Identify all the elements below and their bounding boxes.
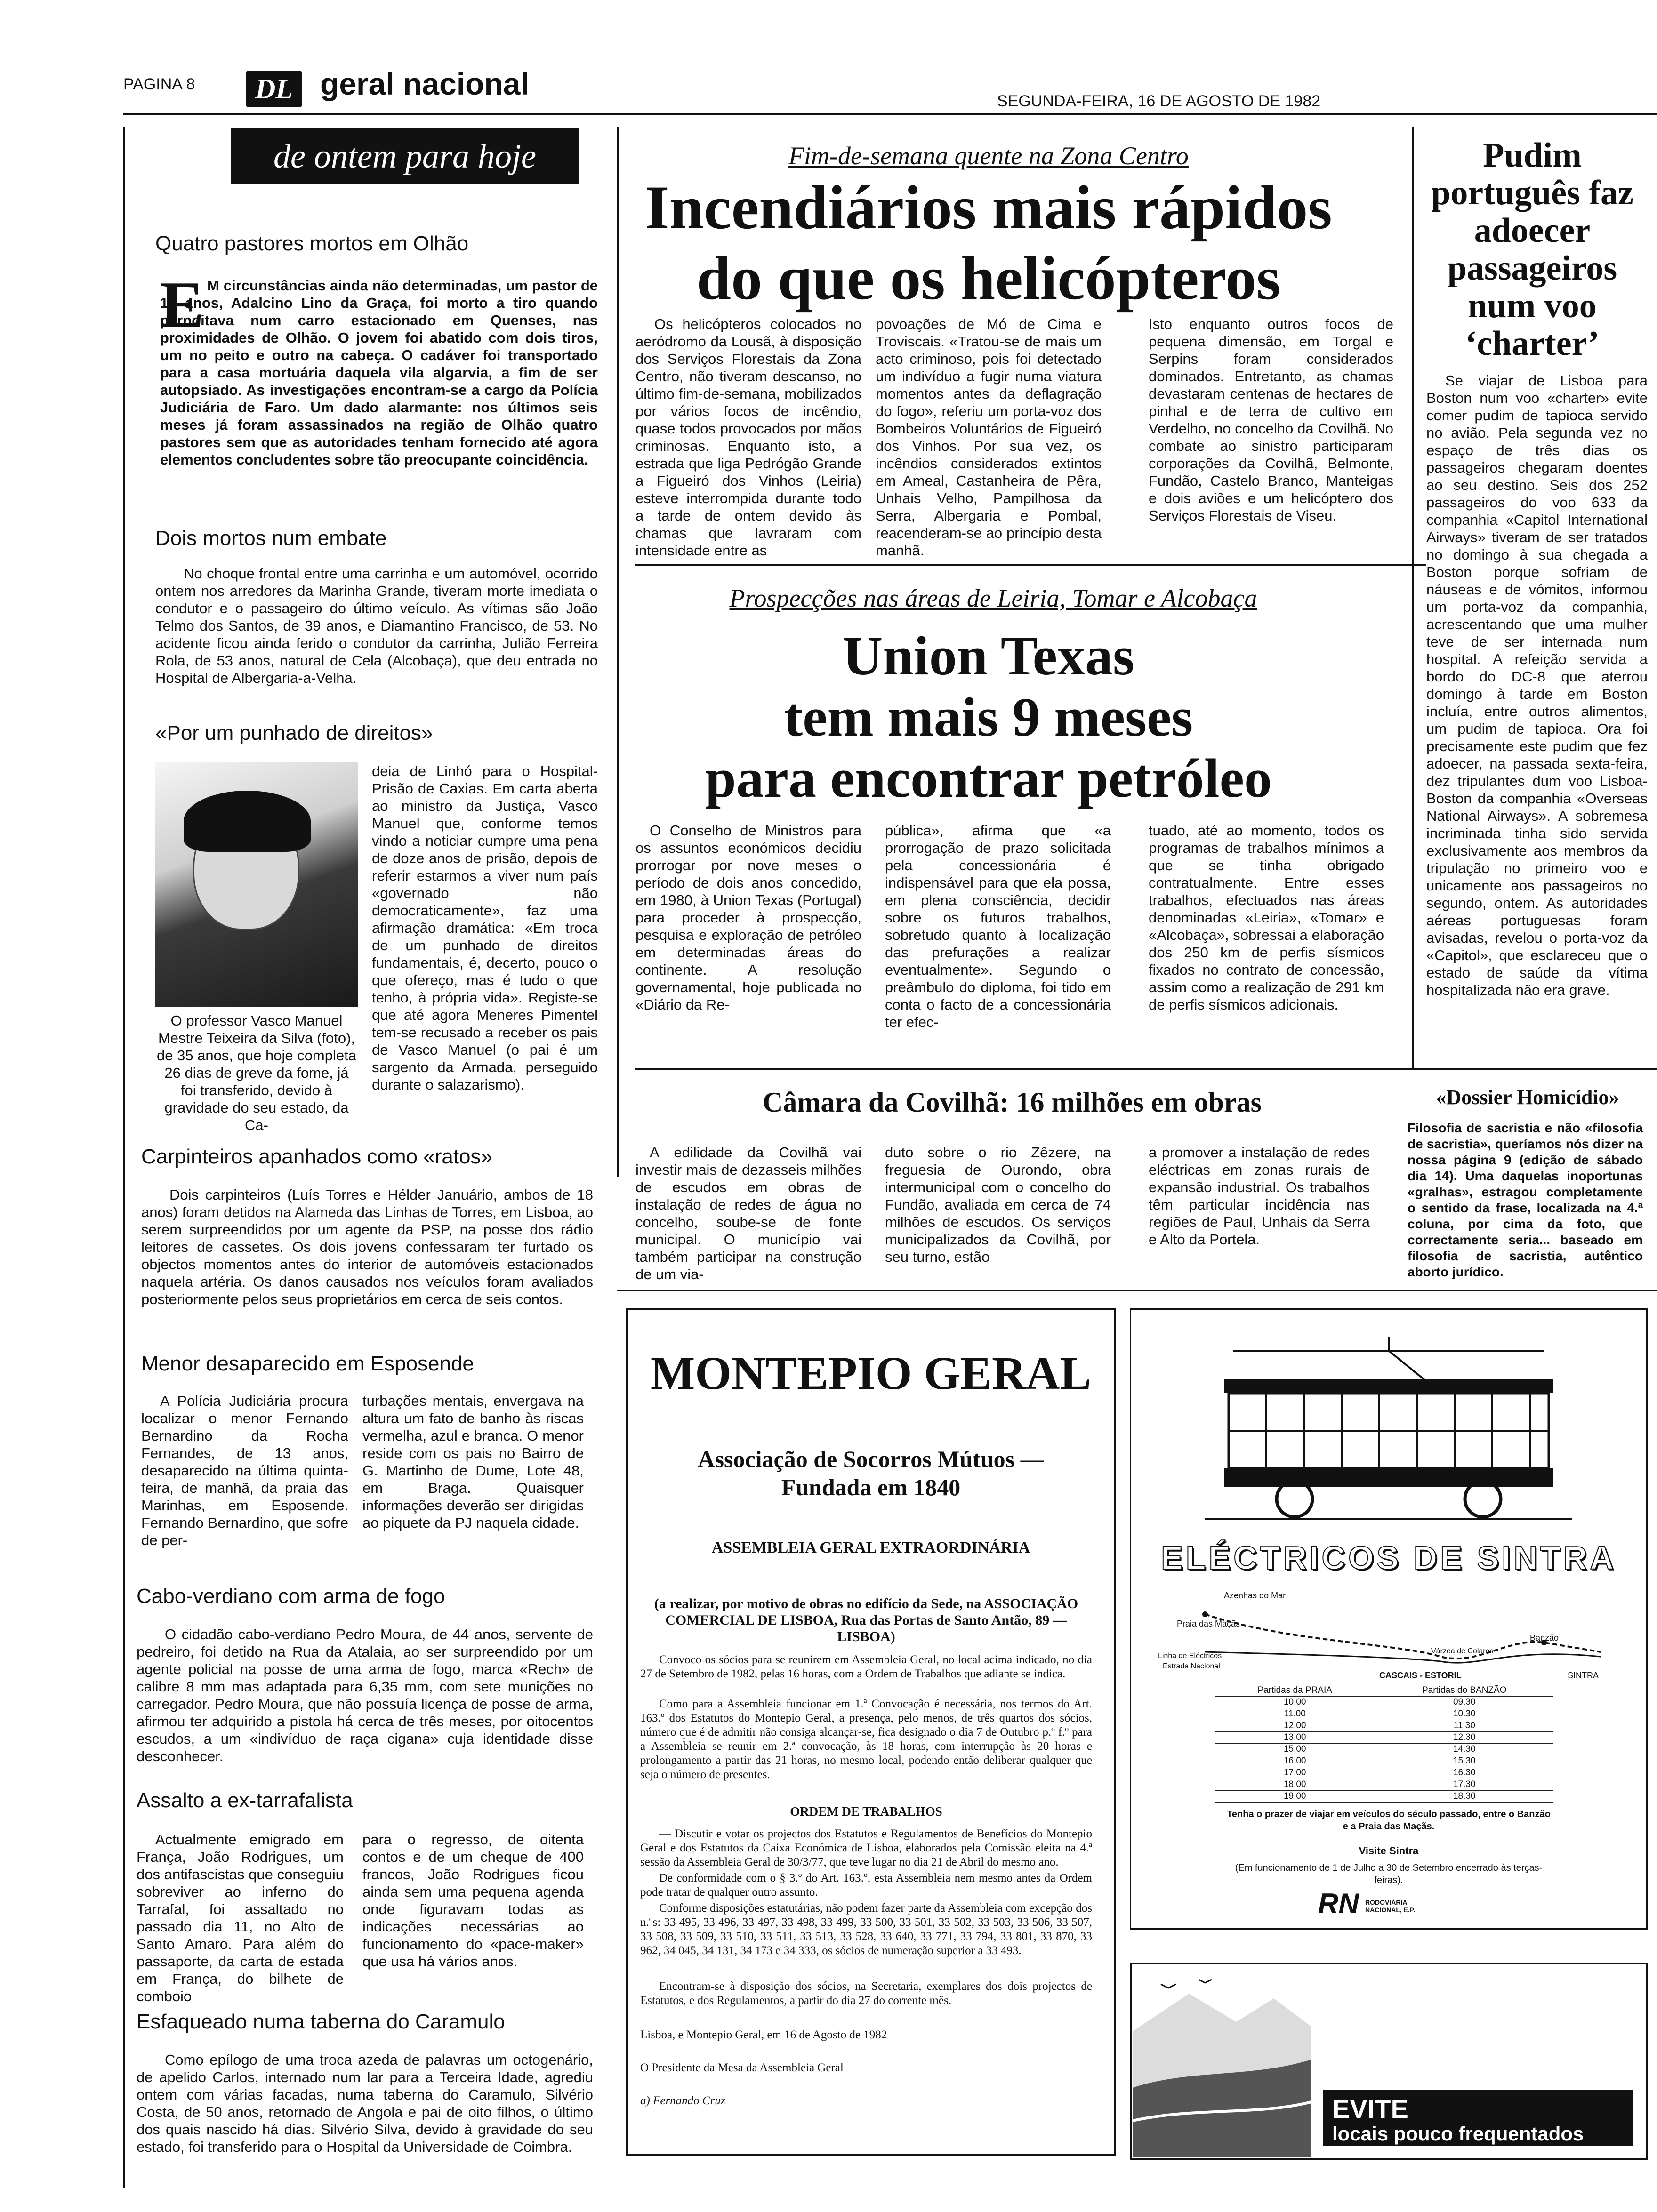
sintra-note-2: (Em funcionamento de 1 de Julho a 30 de Setembro encerrado às terças-feiras).	[1235, 1863, 1543, 1885]
montepio-agenda-title: ORDEM DE TRABALHOS	[790, 1804, 942, 1819]
fire-rule	[635, 564, 1426, 566]
map-label-banzao: Banzão	[1530, 1633, 1559, 1643]
story-body-tarrafalista-a: Actualmente emigrado em França, João Rodrigues, um dos antifascistas que conseguiu sobreviver ao inferno do Tarrafal, foi assaltado no passado dia 11, no Alto de Santo Amaro. Para além do passaporte, da carta de estada em França, do bilhete de comboio	[137, 1831, 344, 2004]
story-title-caramulo: Esfaqueado numa taberna do Caramulo	[137, 2010, 505, 2033]
schedule-cell: 09.30	[1375, 1697, 1553, 1708]
schedule-cell: 16.30	[1375, 1767, 1553, 1779]
montepio-title: MONTEPIO GERAL	[650, 1347, 1092, 1399]
montepio-agenda: — Discutir e votar os projectos dos Estatutos e Regulamentos de Benefícios do Montepio Geral e dos Estatutos da Caixa Económica de Lisboa, elaborados pela Comissão eleita na 4.ª sessão da Assembleia Geral de 30/3/77, que teve lugar no dia 21 de Abril do mesmo ano.	[640, 1827, 1092, 1868]
story-body-direitos: deia de Linhó para o Hospital-Prisão de Caxias. Em carta aberta ao ministro da Justiça, Vasco Manuel que, conforme temos vindo a noticiar cumpre uma pena de doze anos de prisão, depois de referir estarmos a viver num país «governado não democraticamente», faz uma afirmação dramática: «Em troca de um punhado de direitos fundamentais, é, decerto, pouco o que ofereço, mas é tudo o que tenho, à própria vida». Registe-se que até agora Meneres Pimentel tem-se recusado a receber os pais de Vasco Manuel (o pai é um sargento da Armada, perseguido durante o salazarismo).	[372, 763, 598, 1093]
montepio-assembly: ASSEMBLEIA GERAL EXTRAORDINÁRIA	[711, 1539, 1030, 1556]
map-label-cascais: CASCAIS - ESTORIL	[1379, 1671, 1462, 1680]
fire-headline-2: do que os helicópteros	[696, 243, 1281, 313]
schedule-row	[1215, 1744, 1553, 1755]
story-body-esposende-a: A Polícia Judiciária procura localizar o menor Fernando Bernardino da Rocha Fernandes, de 13 anos, desaparecido na última quinta-feira, de manhã, da praia das Marinhas, em Esposende. Fernando Bernardino, que sofre de per-	[141, 1393, 348, 1548]
sintra-title: ELÉCTRICOS DE SINTRA	[1161, 1539, 1617, 1576]
header-rule	[123, 113, 1657, 115]
schedule-cell: 11.30	[1375, 1720, 1553, 1732]
tram-illustration	[1205, 1337, 1572, 1525]
fire-col-2: povoações de Mó de Cima e Troviscais. «Tratou-se de mais um acto criminoso, pois foi detectado um indivíduo a fugir numa viatura momentos antes da deflagração do fogo», referiu um porta-voz dos Bombeiros Voluntários de Figueiró dos Vinhos. Por sua vez, os incêndios considerados extintos em Ameal, Castanheira de Pêra, Unhais Velho, Pampilhosa da Serra, Albergaria e Pombal, reacenderam-se ao princípio desta manhã.	[876, 316, 1102, 559]
dl-logo: DL	[246, 71, 302, 107]
pudim-body: Se viajar de Lisboa para Boston num voo «charter» evite comer pudim de tapioca servido no avião. Pela segunda vez no espaço de três dias os passageiros chegaram doentes ao seu destino. Seis dos 252 passageiros do voo 633 da companhia «Capitol International Airways» tiveram de ser tratados no domingo à sua chegada a Boston porque sofriam de náuseas e de vómitos, informou um porta-voz da companhia, acrescentando que uma mulher teve de ser internada num hospital. A refeição servida a bordo do DC-8 que aterrou domingo à tarde em Boston incluía, entre outros alimentos, um pudim de tapioca. Ora foi precisamente este pudim que fez adoecer, na passada sexta-feira, dez tripulantes dum voo Lisboa-Boston da companhia «Overseas National Airways». A sobremesa incriminada tinha sido servida exclusivamente aos membros da tripulação no primeiro voo e unicamente aos passageiros no segundo, ontem. As autoridades aéreas portuguesas foram avisadas, revelou o porta-voz da «Capitol», que esclareceu que o estado de saúde da vítima hospitalizada não era grave.	[1426, 372, 1648, 998]
portrait-photo	[155, 762, 358, 1007]
left-column-border	[123, 127, 125, 2188]
covilha-headline: Câmara da Covilhã: 16 milhões em obras	[763, 1087, 1262, 1118]
section-title: geral nacional	[320, 66, 529, 101]
montepio-para-3: De conformidade com o § 3.º do Art. 163.º, esta Assembleia nem mesmo antes da Ordem pode tratar de qualquer outro assunto.	[640, 1872, 1092, 1899]
schedule-row	[1215, 1791, 1553, 1803]
schedule-cell: 12.00	[1215, 1720, 1375, 1732]
montepio-subtitle: Associação de Socorros Mútuos — Fundada em 1840	[698, 1446, 1044, 1500]
oil-rule	[635, 1068, 1657, 1070]
story-title-carpinteiros: Carpinteiros apanhados como «ratos»	[141, 1145, 493, 1168]
issue-date: SEGUNDA-FEIRA, 16 DE AGOSTO DE 1982	[997, 92, 1321, 110]
schedule-cell: 19.00	[1215, 1791, 1375, 1803]
map-label-varzea: Várzea de Colares	[1431, 1647, 1494, 1655]
fire-col-1: Os helicópteros colocados no aeródromo da Lousã, à disposição dos Serviços Florestais da Zona Centro, não tiveram descanso, no último fim-de-semana, mobilizados por vários focos de incêndio, quase todos provocados por mãos criminosas. Enquanto isto, a estrada que liga Pedrógão Grande a Figueiró dos Vinhos (Leiria) esteve interrompida durante todo a tarde de ontem devido às chamas que lavraram com intensidade entre as	[635, 316, 861, 559]
schedule-row	[1215, 1720, 1553, 1732]
evite-subtitle: locais pouco frequentados	[1332, 2123, 1584, 2145]
covilha-col-2: duto sobre o rio Zêzere, na freguesia de Ourondo, obra intermunicipal com o concelho do Fundão, avaliada em cerca de 74 milhões de escudos. Os serviços municipalizados da Covilhã, por seu turno, estão	[885, 1144, 1111, 1265]
montepio-place-date: Lisboa, e Montepio Geral, em 16 de Agosto de 1982	[640, 2028, 887, 2041]
story-body-olhao: M circunstâncias ainda não determinadas, um pastor de 19 anos, Adalcino Lino da Graça, foi morto a tiro quando pernoitava num carro estacionado em Quenses, nas proximidades de Olhão. O jovem foi abatido com dois tiros, um no peito e outro na cabeça. O cadáver foi transportado para a casa mortuária daquela vila algarvia, a fim de ser autopsiado. As investigações encontram-se a cargo da Polícia Judiciária de Faro. Um dado alarmante: nos últimos seis meses já foram assassinados na região de Olhão quatro pastores sem que as autoridades tenham fornecido até agora elementos concludentes sobre tão preocupante coincidência.	[160, 277, 598, 468]
schedule-header-praia: Partidas da PRAIA	[1215, 1685, 1375, 1697]
dossier-body: Filosofia de sacristia e não «filosofia de sacristia», queríamos nós dizer na nossa página 9 (edição de sábado dia 14). Uma daquelas inoportunas «gralhas», estragou completamente o sentido da frase, localizada na 4.ª coluna, por cima da foto, que correctamente seria... baseado em filosofia de sacristia, autêntico aborto jurídico.	[1408, 1121, 1643, 1279]
story-body-carpinteiros: Dois carpinteiros (Luís Torres e Hélder Januário, ambos de 18 anos) foram detidos na Alameda das Linhas de Torres, em Lisboa, ao serem surpreendidos por um agente da PSP, na posse dos rádio leitores de cassetes. Os dois jovens confessaram ter furtado os objectos momentos antes do interior de automóveis estacionados naquela artéria. Os danos causados nos veículos foram avaliados posteriormente pelos seus proprietários em cerca de seis contos.	[141, 1186, 593, 1307]
schedule-row	[1215, 1779, 1553, 1791]
schedule-cell: 10.00	[1215, 1697, 1375, 1708]
schedule-row	[1215, 1732, 1553, 1744]
map-label-sintra: SINTRA	[1568, 1671, 1599, 1680]
schedule-header-row	[1215, 1685, 1553, 1697]
montepio-para-2: Como para a Assembleia funcionar em 1.ª Convocação é necessária, nos termos do Art. 163.º dos Estatutos do Montepio Geral, a presença, pelo menos, de três quartos dos sócios, número que é de admitir não consiga alcançar-se, fica designado o dia 7 de Outubro p.º f.º para a Assembleia se reunir em 2.ª convocação, às 18 horas, com interrupção às 20 horas e prolongamento a partir das 21 horas, no mesmo local, podendo então deliberar qualquer que seja o número de presentes.	[640, 1698, 1092, 1781]
ads-rule	[617, 1290, 1657, 1291]
schedule-cell: 10.30	[1375, 1708, 1553, 1720]
montepio-para-5: Encontram-se à disposição dos sócios, na Secretaria, exemplares dos dois projectos de Estatutos, e dos Regulamentos, a partir do dia 27 do corrente mês.	[640, 1980, 1092, 2007]
story-body-caboverdiano: O cidadão cabo-verdiano Pedro Moura, de 44 anos, servente de pedreiro, foi detido na Rua da Atalaia, ao ser surpreendido por um agente policial na posse de uma arma de fogo, marca «Rech» de calibre 8 mm mas adaptada para 6,35 mm, com sete munições no carregador. Pedro Moura, que não possuía licença de posse de arma, afirmou ter adquirido a pistola há cerca de três meses, por oitocentos escudos, a um «indivíduo de raça cigana» cuja identidade disse desconhecer.	[137, 1626, 593, 1764]
dropcap: E	[160, 268, 204, 341]
dossier-title: «Dossier Homicídio»	[1436, 1086, 1619, 1109]
montepio-signer-role: O Presidente da Mesa da Assembleia Geral	[640, 2061, 844, 2074]
fire-kicker: Fim-de-semana quente na Zona Centro	[788, 142, 1189, 170]
story-title-caboverdiano: Cabo-verdiano com arma de fogo	[137, 1585, 445, 1608]
oil-kicker: Prospecções nas áreas de Leiria, Tomar e Alcobaça	[729, 584, 1257, 612]
story-body-caramulo: Como epílogo de uma troca azeda de palavras um octogenário, de apelido Carlos, internado num lar para a Terceira Idade, agrediu ontem com várias facadas, numa taberna do Caramulo, Silvério Costa, de 50 anos, retornado de Angola e pai de oito filhos, o último dos quais nascido há dias. Silvério Silva, devido à gravidade do seu estado, foi transferido para o Hospital da Universidade de Coimbra.	[137, 2052, 593, 2155]
schedule-cell: 18.30	[1375, 1791, 1553, 1803]
story-title-olhao: Quatro pastores mortos em Olhão	[155, 232, 469, 255]
story-body-tarrafalista-b: para o regresso, de oitenta contos e de um cheque de 400 francos, João Rodrigues ficou ainda sem uma pequena agenda onde figuravam todas as indicações necessárias ao funcionamento do «pace-maker» que usa há vários anos.	[362, 1831, 584, 1970]
story-body-esposende-b: turbações mentais, envergava na altura um fato de banho às riscas vermelha, azul e branca. O menor reside com os pais no Bairro de G. Martinho de Dume, Lote 48, em Braga. Quaisquer informações deverão ser dirigidas ao piquete da PJ naquela cidade.	[362, 1393, 584, 1531]
map-label-linha: Linha de Eléctricos	[1158, 1652, 1222, 1660]
covilha-col-1: A edilidade da Covilhã vai investir mais de dezasseis milhões de escudos em obras de instalação de redes de água no concelho, soube-se de fonte municipal. O município vai também participar na construção de um via-	[635, 1144, 861, 1282]
montepio-note: (a realizar, por motivo de obras no edifício da Sede, na ASSOCIAÇÃO COMERCIAL DE LISBOA, Rua das Portas de Santo Antão, 89 — LISBOA)	[654, 1596, 1078, 1644]
schedule-cell: 15.30	[1375, 1755, 1553, 1767]
story-title-direitos: «Por um punhado de direitos»	[155, 721, 433, 745]
story-title-embate: Dois mortos num embate	[155, 527, 387, 550]
oil-headline-2: tem mais 9 meses	[784, 686, 1193, 748]
schedule-cell: 12.30	[1375, 1732, 1553, 1744]
schedule-header-banzao: Partidas do BANZÃO	[1375, 1685, 1553, 1697]
schedule-cell: 13.00	[1215, 1732, 1375, 1744]
schedule-cell: 17.30	[1375, 1779, 1553, 1791]
montepio-para-1: Convoco os sócios para se reunirem em Assembleia Geral, no local acima indicado, no dia 27 de Setembro de 1982, pelas 16 horas, com a Ordem de Trabalhos que adiante se indica.	[640, 1653, 1092, 1680]
oil-col-3: tuado, até ao momento, todos os programas de trabalhos mínimos a que se tinha obrigado contratualmente. Entre esses trabalhos, efectuados nas áreas denominadas «Leiria», «Tomar» e «Alcobaça», sobressai a elaboração dos 250 km de perfis sísmicos fixados no contrato de concessão, assim como a realização de 291 km de perfis sísmicos adicionais.	[1149, 822, 1384, 1013]
rn-logo: RN	[1318, 1888, 1359, 1919]
page-number: PAGINA 8	[123, 75, 195, 93]
photo-caption: O professor Vasco Manuel Mestre Teixeira da Silva (foto), de 35 anos, que hoje completa 26 dias de greve da fome, já foi transferido, devido à gravidade do seu estado, da Ca-	[157, 1012, 356, 1133]
montepio-signer: a) Fernando Cruz	[640, 2094, 725, 2107]
evite-title: EVITE	[1332, 2094, 1408, 2124]
banner-ontem-hoje: de ontem para hoje	[231, 128, 579, 184]
schedule-row	[1215, 1708, 1553, 1720]
sintra-visit: Visite Sintra	[1359, 1845, 1419, 1857]
oil-headline-3: para encontrar petróleo	[705, 747, 1272, 809]
pudim-headline: Pudim português faz adoecer passageiros num voo ‘charter’	[1431, 136, 1633, 363]
rn-logo-text: RODOVIÁRIA NACIONAL, E.P.	[1365, 1899, 1416, 1914]
schedule-cell: 14.30	[1375, 1744, 1553, 1755]
schedule-row	[1215, 1767, 1553, 1779]
evite-illustration	[1133, 1965, 1311, 2157]
oil-headline-1: Union Texas	[843, 625, 1134, 687]
map-label-praia: Praia das Maçãs	[1177, 1619, 1240, 1628]
schedule-row	[1215, 1697, 1553, 1708]
oil-col-2: pública», afirma que «a prorrogação de prazo solicitada pela concessionária é indispensável para que ela possa, em plena consciência, decidir sobre os futuros trabalhos, sobretudo quanto à localização das prefurações a realizar eventualmente». Segundo o preâmbulo do diploma, foi tido em conta o facto de a concessionária ter efec-	[885, 822, 1111, 1030]
schedule-table	[1215, 1685, 1553, 1803]
pudim-border	[1412, 127, 1414, 1068]
schedule-row	[1215, 1755, 1553, 1767]
schedule-cell: 16.00	[1215, 1755, 1375, 1767]
story-title-esposende: Menor desaparecido em Esposende	[141, 1352, 474, 1375]
map-label-estrada: Estrada Nacional	[1163, 1662, 1220, 1670]
map-label-azenhas: Azenhas do Mar	[1224, 1591, 1286, 1600]
schedule-cell: 18.00	[1215, 1779, 1375, 1791]
story-body-embate: No choque frontal entre uma carrinha e um automóvel, ocorrido ontem nos arredores da Marinha Grande, tiveram morte imediata o condutor e o passageiro do último veículo. As vítimas são João Telmo dos Santos, de 39 anos, e Diamantino Francisco, de 53. No acidente ficou ainda ferido o condutor da carrinha, Julião Ferreira Rola, de 53 anos, natural de Cela (Alcobaça), que deu entrada no Hospital de Albergaria-a-Velha.	[155, 565, 598, 686]
fire-headline-1: Incendiários mais rápidos	[645, 173, 1332, 242]
story-title-tarrafalista: Assalto a ex-tarrafalista	[137, 1789, 353, 1812]
schedule-cell: 17.00	[1215, 1767, 1375, 1779]
oil-col-1: O Conselho de Ministros para os assuntos económicos decidiu prorrogar por nove meses o período de dois anos concedido, em 1980, à Union Texas (Portugal) para proceder à prospecção, pesquisa e exploração de petróleo em determinadas áreas do continente. A resolução governamental, hoje publicada no «Diário da Re-	[635, 822, 861, 1013]
sintra-note-1: Tenha o prazer de viajar em veículos do século passado, entre o Banzão e a Praia das Maçãs.	[1227, 1809, 1551, 1832]
covilha-col-3: a promover a instalação de redes eléctricas em zonas rurais de expansão industrial. Os trabalhos têm particular incidência nas regiões de Paul, Unhais da Serra e Alto da Portela.	[1149, 1144, 1370, 1248]
left-column-border-right	[617, 127, 619, 1177]
fire-col-3: Isto enquanto outros focos de pequena dimensão, em Torgal e Serpins foram considerados dominados. Entretanto, as chamas devastaram centenas de hectares de pinhal e de terra de cultivo em Verdelho, no concelho da Covilhã. No combate ao sinistro participaram corporações da Covilhã, Belmonte, Fundão, Castelo Branco, Manteigas e dois aviões e um helicóptero dos Serviços Florestais de Viseu.	[1149, 316, 1393, 524]
schedule-cell: 11.00	[1215, 1708, 1375, 1720]
montepio-para-4: Conforme disposições estatutárias, não podem fazer parte da Assembleia com excepção dos n.ºs: 33 495, 33 496, 33 497, 33 498, 33 499, 33 500, 33 501, 33 502, 33 503, 33 506, 33 507, 33 508, 33 509, 33 510, 33 511, 33 513, 33 528, 33 640, 33 771, 33 794, 33 801, 33 870, 33 962, 34 045, 34 131, 34 173 e 34 333, os sócios de numeração superior a 33 493.	[640, 1902, 1092, 1957]
schedule-cell: 15.00	[1215, 1744, 1375, 1755]
